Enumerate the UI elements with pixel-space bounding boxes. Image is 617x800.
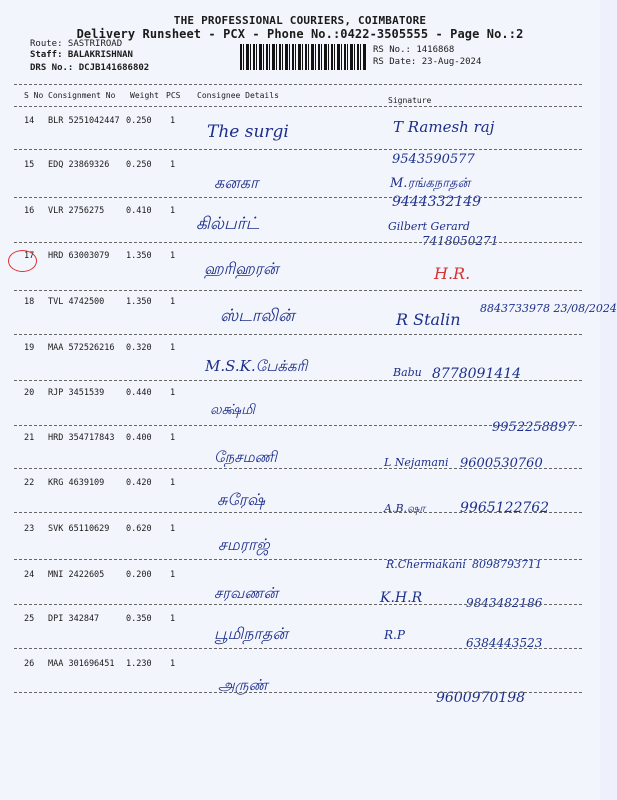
header-bottom-rule: [14, 106, 582, 107]
handwritten-consignee: கில்பர்ட்: [196, 214, 260, 234]
handwritten-signature: R.Chermakani: [386, 558, 466, 571]
handwritten-consignee: ஸ்டாலின்: [220, 306, 295, 326]
handwritten-consignee: M.S.K.பேக்கரி: [205, 357, 308, 375]
handwritten-phone: 9952258897: [492, 420, 575, 435]
row-separator: [14, 692, 582, 693]
handwritten-consignee: சரவணன்: [214, 584, 279, 602]
row-separator: [14, 604, 582, 605]
col-sno: S No: [24, 91, 44, 100]
row-pcs: 1: [170, 251, 176, 261]
row-pcs: 1: [170, 343, 176, 353]
row-consignment: HRD 63003079: [48, 251, 110, 261]
row-pcs: 1: [170, 116, 176, 126]
row-sno: 21: [24, 433, 35, 443]
drs-number: DRS No.: DCJB141686802: [30, 63, 150, 73]
row-consignment: VLR 2756275: [48, 206, 105, 216]
row-pcs: 1: [170, 297, 176, 307]
row-consignment: SVK 65110629: [48, 524, 110, 534]
row-pcs: 1: [170, 478, 176, 488]
row-weight: 0.440: [126, 388, 152, 398]
row-consignment: DPI 342847: [48, 614, 100, 624]
handwritten-signature: T Ramesh raj: [393, 118, 495, 136]
row-sno: 16: [24, 206, 35, 216]
handwritten-signature: Gilbert Gerard: [388, 220, 470, 233]
row-sno: 23: [24, 524, 35, 534]
col-pcs: PCS: [166, 91, 181, 100]
row-weight: 0.320: [126, 343, 152, 353]
row-weight: 1.350: [126, 251, 152, 261]
row-separator: [14, 425, 582, 426]
handwritten-signature: A.B.ஷா: [384, 502, 426, 515]
row-pcs: 1: [170, 614, 176, 624]
col-signature: Signature: [388, 96, 432, 105]
handwritten-phone: 6384443523: [466, 636, 543, 650]
row-separator: [14, 197, 582, 198]
handwritten-phone: 9600530760: [460, 456, 543, 471]
row-separator: [14, 512, 582, 513]
row-consignment: BLR 5251042447: [48, 116, 120, 126]
col-consignee: Consignee Details: [197, 91, 279, 100]
handwritten-phone: 9843482186: [466, 596, 543, 610]
row-consignment: MNI 2422605: [48, 570, 105, 580]
row-separator: [14, 149, 582, 150]
row-pcs: 1: [170, 433, 176, 443]
row-sno: 19: [24, 343, 35, 353]
row-separator: [14, 648, 582, 649]
row-pcs: 1: [170, 659, 176, 669]
handwritten-signature: M.ரங்கநாதன்: [390, 176, 471, 191]
handwritten-signature: K.H.R: [380, 590, 423, 606]
barcode: [240, 44, 366, 70]
row-separator: [14, 242, 582, 243]
row-consignment: HRD 354717843: [48, 433, 115, 443]
row-sno: 18: [24, 297, 35, 307]
row-separator: [14, 559, 582, 560]
row-weight: 0.400: [126, 433, 152, 443]
row-weight: 1.350: [126, 297, 152, 307]
handwritten-phone: 9600970198: [436, 690, 526, 706]
handwritten-signature: Babu: [393, 366, 422, 379]
row-sno: 15: [24, 160, 35, 170]
row-weight: 0.620: [126, 524, 152, 534]
col-consignment: Consignment No: [48, 91, 116, 100]
row-consignment: TVL 4742500: [48, 297, 105, 307]
row-sno: 22: [24, 478, 35, 488]
handwritten-consignee: சுரேஷ்: [217, 490, 265, 509]
handwritten-phone: 7418050271: [422, 234, 499, 248]
handwritten-consignee: அருண்: [218, 676, 268, 694]
handwritten-signature: L Nejamani: [384, 456, 449, 469]
handwritten-signature: R Stalin: [396, 310, 461, 329]
row-sno: 24: [24, 570, 35, 580]
row-sno: 17: [24, 251, 35, 261]
handwritten-phone: 9965122762: [460, 500, 550, 516]
row-pcs: 1: [170, 160, 176, 170]
row-pcs: 1: [170, 570, 176, 580]
row-pcs: 1: [170, 206, 176, 216]
row-weight: 0.420: [126, 478, 152, 488]
row-separator: [14, 290, 582, 291]
row-pcs: 1: [170, 524, 176, 534]
handwritten-phone: 9444332149: [392, 194, 482, 210]
handwritten-consignee: நேசமணி: [214, 448, 277, 466]
row-weight: 0.250: [126, 116, 152, 126]
rs-number: RS No.: 1416868: [373, 45, 455, 55]
row-sno: 20: [24, 388, 35, 398]
row-17-circle-mark: [8, 250, 37, 272]
handwritten-consignee: சமராஜ்: [218, 535, 270, 554]
row-weight: 0.250: [126, 160, 152, 170]
row-sno: 25: [24, 614, 35, 624]
row-consignment: KRG 4639109: [48, 478, 105, 488]
row-consignment: EDQ 23869326: [48, 160, 110, 170]
runsheet-subtitle: Delivery Runsheet - PCX - Phone No.:0422-3505555 - Page No.:2: [76, 27, 524, 41]
handwritten-consignee: பூமிநாதன்: [214, 624, 288, 643]
row-weight: 0.350: [126, 614, 152, 624]
row-sno: 26: [24, 659, 35, 669]
rs-date: RS Date: 23-Aug-2024: [373, 57, 482, 67]
handwritten-phone: 8778091414: [432, 366, 522, 382]
row-separator: [14, 380, 582, 381]
row-consignment: MAA 572526216: [48, 343, 115, 353]
row-separator: [14, 468, 582, 469]
handwritten-signature: H.R.: [434, 264, 471, 283]
row-consignment: MAA 301696451: [48, 659, 115, 669]
handwritten-consignee: லக்ஷ்மி: [210, 402, 255, 418]
handwritten-consignee: ஹரிஹரன்: [204, 259, 279, 278]
row-separator: [14, 334, 582, 335]
col-weight: Weight: [130, 91, 159, 100]
handwritten-signature: R.P: [384, 628, 405, 642]
handwritten-consignee: The surgi: [207, 122, 289, 142]
header-top-rule: [14, 84, 582, 85]
company-title: THE PROFESSIONAL COURIERS, COIMBATORE: [173, 14, 427, 27]
row-consignment: RJP 3451539: [48, 388, 105, 398]
row-weight: 1.230: [126, 659, 152, 669]
handwritten-phone: 8843733978 23/08/2024: [480, 302, 617, 315]
handwritten-phone: 9543590577: [392, 152, 475, 167]
handwritten-consignee: கனகா: [214, 173, 259, 192]
row-pcs: 1: [170, 388, 176, 398]
handwritten-phone: 8098793711: [472, 558, 542, 571]
route-label: Route: SASTRIROAD: [30, 39, 123, 49]
row-weight: 0.200: [126, 570, 152, 580]
row-sno: 14: [24, 116, 35, 126]
row-weight: 0.410: [126, 206, 152, 216]
staff-label: Staff: BALAKRISHNAN: [30, 50, 133, 60]
